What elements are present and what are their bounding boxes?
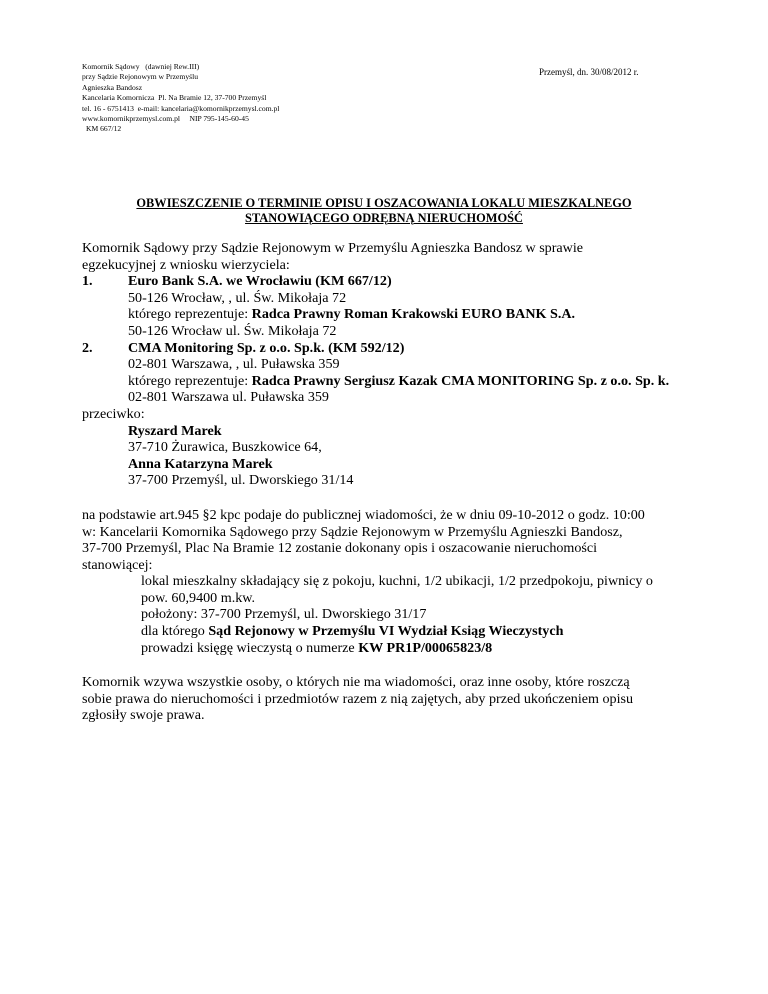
representative-name: Radca Prawny Roman Krakowski EURO BANK S.A. (251, 306, 576, 323)
sender-line: tel. 16 - 6751413 e-mail: kancelaria@komornikprzemysl.com.pl (82, 103, 280, 113)
property-description: pow. 60,9400 m.kw. (141, 589, 256, 606)
sender-header (82, 62, 402, 135)
document-title (82, 196, 686, 226)
sender-line: Komornik Sądowy (dawniej Rew.III) (82, 62, 200, 71)
closing-line: zgłosiły swoje prawa. (82, 707, 205, 724)
creditor-address: 50-126 Wrocław, , ul. Św. Mikołaja 72 (128, 289, 347, 306)
against-label: przeciwko: (82, 405, 145, 422)
sender-line: www.komornikprzemysl.com.pl NIP 795-145-60-45 (82, 114, 249, 124)
representative-address: 02-801 Warszawa ul. Puławska 359 (128, 389, 329, 406)
title-line: OBWIESZCZENIE O TERMINIE OPISU I OSZACOWANIA LOKALU MIESZKALNEGO (136, 196, 632, 210)
sender-line: Agnieszka Bandosz (82, 82, 143, 92)
court-name: Sąd Rejonowy w Przemyślu VI Wydział Ksiąg Wieczystych (208, 623, 564, 640)
creditor-address: 02-801 Warszawa, , ul. Puławska 359 (128, 356, 340, 373)
closing-line: sobie prawa do nieruchomości i przedmiotów razem z nią zajętych, aby przed ukończeniem opisu (82, 690, 634, 707)
sender-line: Kancelaria Komornicza Pl. Na Bramie 12, 37-700 Przemyśl (82, 93, 267, 103)
notice-line: na podstawie art.945 §2 kpc podaje do publicznej wiadomości, że w dniu 09-10-2012 o godz. 10:00 (82, 506, 645, 523)
creditor-item (82, 273, 686, 290)
representative-address: 50-126 Wrocław ul. Św. Mikołaja 72 (128, 322, 337, 339)
creditor-representative (82, 373, 686, 390)
debtor-address: 37-700 Przemyśl, ul. Dworskiego 31/14 (128, 472, 354, 489)
closing-line: Komornik wzywa wszystkie osoby, o których nie ma wiadomości, oraz inne osoby, które roszczą (82, 674, 630, 691)
property-description: lokal mieszkalny składający się z pokoju, kuchni, 1/2 ubikacji, 1/2 przedpokoju, piwnicy o (141, 573, 653, 590)
notice-line: 37-700 Przemyśl, Plac Na Bramie 12 zostanie dokonany opis i oszacowanie nieruchomości (82, 540, 598, 557)
property-court (82, 623, 686, 640)
sender-line: przy Sądzie Rejonowym w Przemyślu (82, 72, 198, 82)
creditor-representative (82, 306, 686, 323)
property-register (82, 640, 686, 657)
case-reference: KM 667/12 (86, 124, 122, 134)
document-body (82, 240, 686, 724)
representative-name: Radca Prawny Sergiusz Kazak CMA MONITORING Sp. z o.o. Sp. k. (251, 372, 670, 389)
representative-prefix: którego reprezentuje: (128, 306, 252, 323)
debtor-name: Ryszard Marek (128, 422, 222, 439)
notice-line: stanowiącej: (82, 556, 153, 573)
debtor-address: 37-710 Żurawica, Buszkowice 64, (128, 439, 322, 456)
intro-line: egzekucyjnej z wniosku wierzyciela: (82, 256, 290, 273)
register-prefix: prowadzi księgę wieczystą o numerze (141, 639, 359, 656)
creditor-item (82, 340, 686, 357)
intro-line: Komornik Sądowy przy Sądzie Rejonowym w Przemyślu Agnieszka Bandosz w sprawie (82, 240, 584, 256)
creditor-number: 1. (82, 273, 93, 290)
debtor-name: Anna Katarzyna Marek (128, 455, 273, 472)
property-location: położony: 37-700 Przemyśl, ul. Dworskiego 31/17 (141, 606, 427, 623)
creditor-number: 2. (82, 339, 93, 356)
title-line: STANOWIĄCEGO ODRĘBNĄ NIERUCHOMOŚĆ (245, 211, 523, 225)
register-number: KW PR1P/00065823/8 (358, 639, 493, 656)
creditor-name: CMA Monitoring Sp. z o.o. Sp.k. (KM 592/12) (128, 339, 405, 356)
notice-line: w: Kancelarii Komornika Sądowego przy Sądzie Rejonowym w Przemyślu Agnieszki Bandosz, (82, 523, 623, 540)
court-prefix: dla którego (141, 623, 209, 640)
representative-prefix: którego reprezentuje: (128, 372, 252, 389)
place-date: Przemyśl, dn. 30/08/2012 r. (539, 67, 639, 77)
creditor-name: Euro Bank S.A. we Wrocławiu (KM 667/12) (128, 273, 392, 290)
